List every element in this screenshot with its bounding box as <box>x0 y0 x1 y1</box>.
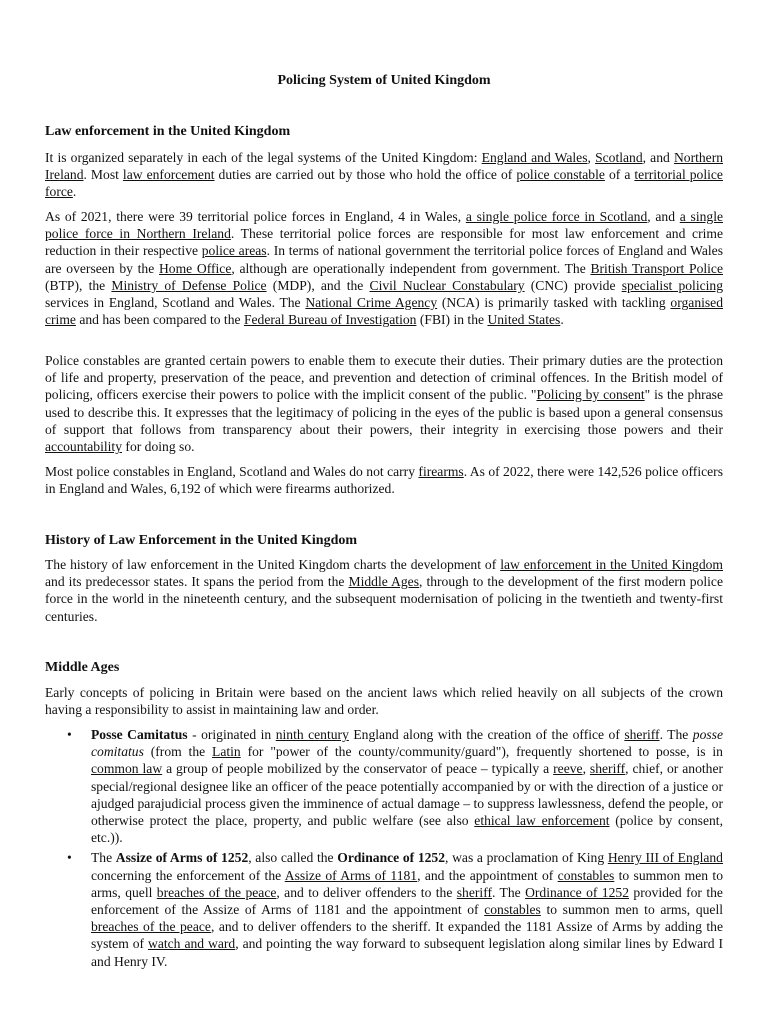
bold-term-posse-camitatus: Posse Camitatus <box>91 727 188 742</box>
bold-term-assize-of-arms-of-1252: Assize of Arms of 1252 <box>115 850 249 866</box>
link-accountability[interactable]: accountability <box>45 439 123 455</box>
link-law-enforcement-in-the-united-kingdom[interactable]: law enforcement in the United Kingdom <box>500 557 723 572</box>
link-england-and-wales[interactable]: England and Wales <box>481 150 588 165</box>
link-national-crime-agency[interactable]: National Crime Agency <box>305 295 438 311</box>
document-title: Policing System of United Kingdom <box>277 73 491 88</box>
list-item-posse-comitatus: • Posse Camitatus - originated in ninth century England along with the creation of the office of sheriff. The posse comitatus (from the Latin for "power of the county/community/guard"), frequently shortened to posse, is in common law a group of people mobilized by the conservator of peace – typically a reeve, sheriff, chief, or another special/regional designee like an officer of the peace potentially accompanied by or with the direction of a justice or ajudged parajudicial process given the imminence of actual damage – to suppress lawlessness, defend the people, or otherwise protect the place, property, and public welfare (see also ethical law enforcement (police by consent, etc.)). <box>45 726 723 846</box>
link-latin[interactable]: Latin <box>212 744 241 760</box>
link-home-office[interactable]: Home Office <box>158 260 232 276</box>
link-breaches-of-the-peace[interactable]: breaches of the peace <box>91 919 211 935</box>
link-ethical-law-enforcement[interactable]: ethical law enforcement <box>474 813 610 829</box>
link-northern-ireland[interactable]: Northern Ireland <box>45 150 724 183</box>
paragraph-early-concepts: Early concepts of policing in Britain were based on the ancient laws which relied heavily on all subjects of the crown having a responsibility to assist in maintaining law and order. <box>45 685 723 718</box>
link-sheriff[interactable]: sheriff <box>456 884 492 900</box>
link-henry-iii-of-england[interactable]: Henry III of England <box>607 850 723 866</box>
link-policing-by-consent[interactable]: Policing by consent <box>536 387 645 403</box>
link-united-states[interactable]: United States <box>487 312 561 328</box>
link-breaches-of-the-peace[interactable]: breaches of the peace <box>156 884 277 900</box>
paragraph-police-forces: As of 2021, there were 39 territorial police forces in England, 4 in Wales, a single police force in Scotland, and a single police force in Northern Ireland. These territorial police forces are responsible for most law enforcement and crime reduction in their respective police areas. In terms of national government the territorial police forces of England and Wales are overseen by the Home Office, although are operationally independent from government. The British Transport Police (BTP), the Ministry of Defense Police (MDP), and the Civil Nuclear Constabulary (CNC) provide specialist policing services in England, Scotland and Wales. The National Crime Agency (NCA) is primarily tasked with tackling organised crime and has been compared to the Federal Bureau of Investigation (FBI) in the United States. <box>45 209 724 328</box>
link-scotland[interactable]: Scotland <box>595 150 643 165</box>
link-specialist-policing[interactable]: specialist policing <box>621 277 724 293</box>
link-firearms[interactable]: firearms <box>418 464 464 479</box>
link-organised-crime[interactable]: organised crime <box>45 295 724 328</box>
list-item-assize-of-arms: • The Assize of Arms of 1252, also called the Ordinance of 1252, was a proclamation of King Henry III of England concerning the enforcement of the Assize of Arms of 1181, and the appointment of constables to summon men to arms, quell breaches of the peace, and to deliver offenders to the sheriff. The Ordinance of 1252 provided for the enforcement of the Assize of Arms of 1181 and the appointment of constables to summon men to arms, quell breaches of the peace, and to deliver offenders to the sheriff. It expanded the 1181 Assize of Arms by adding the system of watch and ward, and pointing the way forward to subsequent legislation along similar lines by Edward I and Henry IV. <box>45 849 723 969</box>
link-assize-of-arms-of-1181[interactable]: Assize of Arms of 1181 <box>284 867 418 883</box>
link-a-single-police-force-in-northern-ireland[interactable]: a single police force in Northern Ireland <box>45 209 723 242</box>
link-federal-bureau-of-investigation[interactable]: Federal Bureau of Investigation <box>243 312 417 328</box>
section-heading-law-enforcement: Law enforcement in the United Kingdom <box>45 124 291 139</box>
bold-term-ordinance-of-1252: Ordinance of 1252 <box>337 850 446 866</box>
link-middle-ages[interactable]: Middle Ages <box>348 574 419 590</box>
link-constables[interactable]: constables <box>484 902 541 918</box>
link-sheriff[interactable]: sheriff <box>624 727 660 742</box>
link-police-constable[interactable]: police constable <box>516 167 605 183</box>
paragraph-police-constables: Police constables are granted certain powers to enable them to execute their duties. Their primary duties are the protection of life and property, preservation of the peace, and prevention and detection of criminal offences. In the British model of policing, officers exercise their powers to police with the implicit consent of the public. "Policing by consent" is the phrase used to describe this. It expresses that the legitimacy of policing in the eyes of the public is based upon a general consensus of support that follows from transparency about their powers, their integrity in exercising those powers and their accountability for doing so. <box>45 353 723 455</box>
link-ordinance-of-1252[interactable]: Ordinance of 1252 <box>525 884 629 900</box>
paragraph-firearms: Most police constables in England, Scotland and Wales do not carry firearms. As of 2022, there were 142,526 police officers in England and Wales, 6,192 of which were firearms authorized. <box>45 464 723 497</box>
link-territorial-police-force[interactable]: territorial police force <box>45 167 723 200</box>
link-law-enforcement[interactable]: law enforcement <box>122 167 215 183</box>
link-a-single-police-force-in-scotland[interactable]: a single police force in Scotland <box>465 209 648 224</box>
link-watch-and-ward[interactable]: watch and ward <box>148 936 236 952</box>
link-british-transport-police[interactable]: British Transport Police <box>590 260 723 276</box>
link-sheriff[interactable]: sheriff <box>589 761 626 777</box>
link-police-areas[interactable]: police areas <box>201 243 267 259</box>
link-ninth-century[interactable]: ninth century <box>275 727 349 742</box>
link-reeve[interactable]: reeve <box>553 761 583 777</box>
section-heading-history: History of Law Enforcement in the United Kingdom <box>45 533 358 548</box>
link-common-law[interactable]: common law <box>91 761 163 777</box>
link-ministry-of-defense-police[interactable]: Ministry of Defense Police <box>111 277 267 293</box>
italic-term-posse-comitatus: posse comitatus <box>91 727 724 760</box>
paragraph-organization: It is organized separately in each of the legal systems of the United Kingdom: England and Wales, Scotland, and Northern Ireland. Most law enforcement duties are carried out by those who hold the office of police constable of a territorial police force. <box>45 150 724 200</box>
link-civil-nuclear-constabulary[interactable]: Civil Nuclear Constabulary <box>369 277 525 293</box>
section-heading-middle-ages: Middle Ages <box>45 660 120 675</box>
middle-ages-bullet-list <box>45 726 723 973</box>
link-constables[interactable]: constables <box>557 867 615 883</box>
paragraph-history: The history of law enforcement in the United Kingdom charts the development of law enforcement in the United Kingdom and its predecessor states. It spans the period from the Middle Ages, through to the development of the first modern police force in the world in the nineteenth century, and the subsequent modernisation of policing in the twentieth and twenty-first centuries. <box>45 557 723 624</box>
